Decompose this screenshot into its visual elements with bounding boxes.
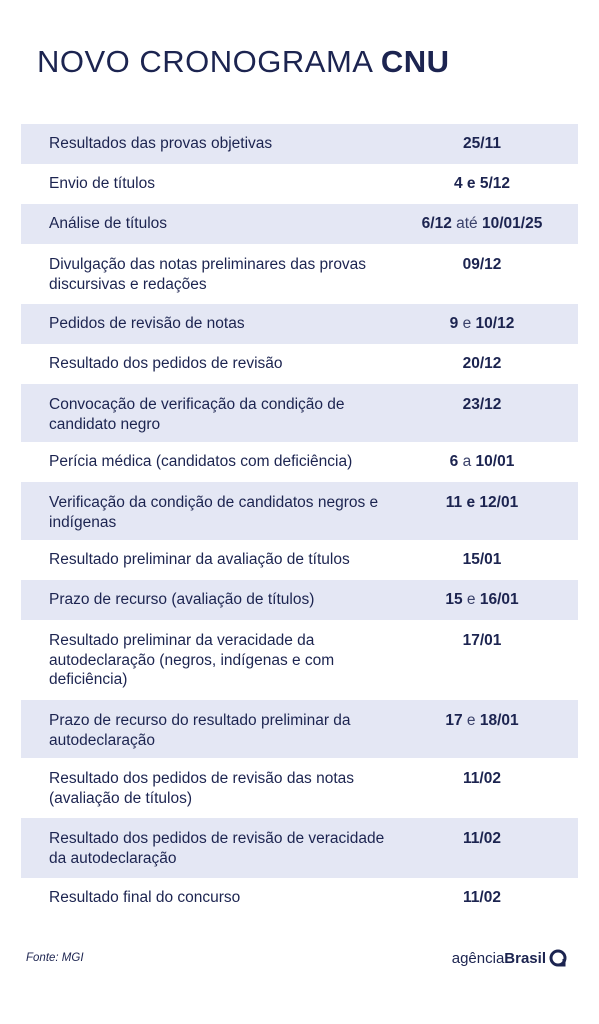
event-date (404, 452, 560, 472)
date-part: até (451, 215, 482, 232)
date-part: 10/12 (475, 315, 515, 332)
date-part: 4 e 5/12 (453, 175, 511, 192)
table-row (21, 244, 578, 304)
event-label: Convocação de verificação da condição de candidato negro (49, 396, 345, 433)
date-part: 09/12 (462, 256, 502, 273)
event-date (404, 769, 560, 789)
table-row (21, 540, 578, 580)
event-label: Resultados das provas objetivas (49, 135, 273, 152)
event-date (404, 493, 560, 513)
date-part: 15 (445, 591, 463, 608)
table-row (21, 758, 578, 818)
event-label: Resultado preliminar da avaliação de títulos (49, 551, 350, 568)
event-date (404, 590, 560, 610)
event-date (404, 711, 560, 731)
date-part: 9 (449, 315, 459, 332)
event-date (404, 888, 560, 908)
page-title (37, 44, 450, 80)
event-label: Verificação da condição de candidatos negros e indígenas (49, 494, 379, 531)
event-date (404, 354, 560, 374)
event-date (404, 550, 560, 570)
date-part: e (462, 591, 480, 608)
date-part: 17/01 (462, 632, 502, 649)
date-part: e (462, 712, 480, 729)
event-date (404, 631, 560, 651)
date-part: 18/01 (479, 712, 519, 729)
date-part: 17 (445, 712, 463, 729)
event-label: Divulgação das notas preliminares das provas discursivas e redações (49, 256, 367, 293)
date-part: e (458, 315, 476, 332)
table-row (21, 580, 578, 620)
circle-arrow-logo-icon (548, 948, 568, 968)
date-part: 6/12 (421, 215, 452, 232)
date-part: 16/01 (479, 591, 519, 608)
table-row (21, 442, 578, 482)
table-row (21, 384, 578, 442)
event-label: Análise de títulos (49, 215, 168, 232)
event-label: Resultado final do concurso (49, 889, 241, 906)
date-part: 10/01 (475, 453, 515, 470)
table-row (21, 304, 578, 344)
title-light: NOVO CRONOGRAMA (37, 44, 381, 79)
event-date (404, 395, 560, 415)
logo-text-bold: Brasil (504, 949, 546, 967)
event-label: Resultado dos pedidos de revisão (49, 355, 283, 372)
event-date (404, 134, 560, 154)
event-label: Envio de títulos (49, 175, 155, 192)
event-date (404, 174, 560, 194)
date-part: 11/02 (463, 830, 501, 847)
table-row (21, 124, 578, 164)
table-row (21, 878, 578, 918)
date-part: 15/01 (462, 551, 502, 568)
event-label: Resultado dos pedidos de revisão de veracidade da autodeclaração (49, 830, 385, 867)
date-part: 11 e 12/01 (445, 494, 519, 511)
date-part: 11/02 (463, 770, 501, 787)
table-row (21, 818, 578, 878)
logo-text-light: agência (451, 949, 505, 967)
date-part: 20/12 (462, 355, 502, 372)
table-row (21, 620, 578, 700)
event-label: Resultado preliminar da veracidade da autodeclaração (negros, indígenas e com deficiência) (49, 632, 335, 688)
table-row (21, 164, 578, 204)
date-part: 10/01/25 (482, 215, 543, 232)
date-part: 23/12 (462, 396, 502, 413)
table-row (21, 204, 578, 244)
event-label: Pedidos de revisão de notas (49, 315, 245, 332)
event-date (404, 255, 560, 275)
event-label: Resultado dos pedidos de revisão das notas (avaliação de títulos) (49, 770, 355, 807)
event-label: Perícia médica (candidatos com deficiência) (49, 453, 353, 470)
agencia-brasil-logo (452, 948, 568, 968)
event-label: Prazo de recurso do resultado preliminar da autodeclaração (49, 712, 351, 749)
table-row (21, 482, 578, 540)
event-label: Prazo de recurso (avaliação de títulos) (49, 591, 315, 608)
event-date (404, 214, 560, 234)
table-row (21, 700, 578, 758)
date-part: a (458, 453, 476, 470)
source-label: Fonte: MGI (26, 952, 84, 964)
event-date (404, 314, 560, 334)
date-part: 25/11 (463, 135, 501, 152)
event-date (404, 829, 560, 849)
table-row (21, 344, 578, 384)
date-part: 11/02 (463, 889, 501, 906)
date-part: 6 (449, 453, 459, 470)
title-bold: CNU (380, 44, 450, 79)
